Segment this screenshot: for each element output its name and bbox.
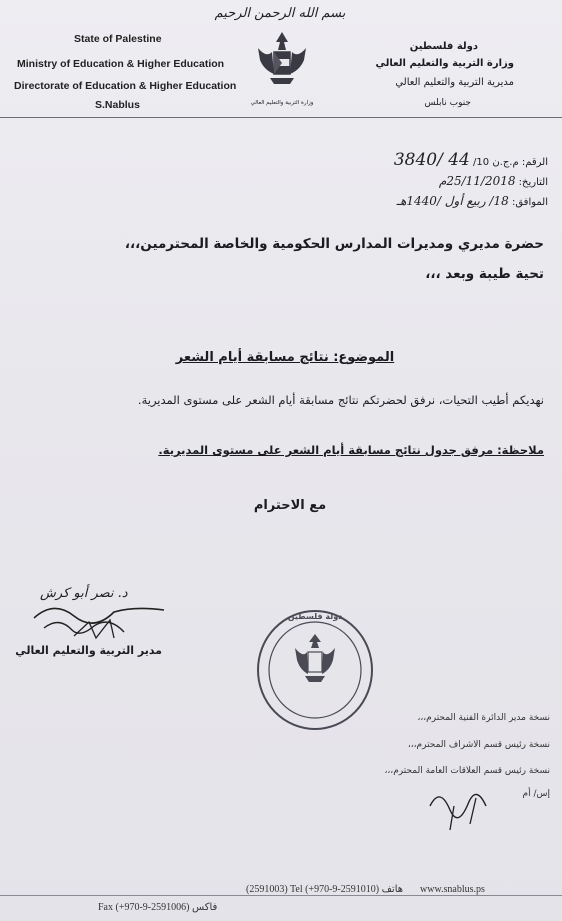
letterhead-ar-district: جنوب نابلس: [424, 98, 471, 108]
subject-line: الموضوع: نتائج مسابقة أيام الشعر: [175, 350, 395, 365]
footer-website: www.snablus.ps: [420, 884, 485, 895]
letterhead-en-ministry: Ministry of Education & Higher Education: [17, 58, 225, 70]
initials: إس/ أم: [522, 789, 550, 799]
footer-fax: Fax (+970-9-2591006) فاكس: [98, 902, 218, 913]
closing: مع الاحترام: [253, 498, 327, 513]
letterhead-ar-directorate: مديرية التربية والتعليم العالي: [395, 77, 514, 88]
addressee: حضرة مديري ومديرات المدارس الحكومية والخاصة المحترمين،،،: [124, 236, 544, 252]
reference-hijri: الموافق: 18/ ربيع أول /1440هـ: [396, 194, 548, 208]
letterhead-ar-ministry: وزارة التربية والتعليم العالي: [375, 58, 514, 69]
greeting: تحية طيبة وبعد ،،،: [425, 266, 544, 282]
letterhead-en-directorate: Directorate of Education & Higher Education: [14, 80, 237, 92]
basmala: بسم الله الرحمن الرحيم: [214, 6, 346, 21]
stamp-text: دولة فلسطين: [287, 612, 343, 621]
note-line: ملاحظة: مرفق جدول نتائج مسابقة أيام الشعر على مستوى المديرية.: [158, 443, 544, 457]
emblem-caption: وزارة التربية والتعليم العالي: [250, 100, 314, 106]
letterhead-en-district: S.Nablus: [95, 99, 140, 111]
copy-line-3: نسخة رئيس قسم العلاقات العامة المحترم،،،: [384, 766, 550, 776]
handwritten-signature: [14, 598, 174, 648]
letterhead-ar-country: دولة فلسطين: [409, 41, 478, 52]
body-paragraph: نهديكم أطيب التحيات، نرفق لحضرتكم نتائج مسابقة أيام الشعر على مستوى المديرية.: [137, 393, 544, 407]
letterhead-en-country: State of Palestine: [74, 33, 162, 45]
reference-number: الرقم: م.ج.ن 10/ 3840/ 44: [393, 150, 548, 170]
footer-tel: (2591003) Tel (+970-9-2591010) هاتف: [246, 884, 404, 895]
copy-line-2: نسخة رئيس قسم الاشراف المحترم،،،: [407, 740, 550, 750]
header-divider: [0, 117, 562, 118]
eagle-emblem-icon: [254, 28, 310, 98]
handwritten-initials: [420, 776, 500, 836]
footer-divider: [0, 895, 562, 896]
signature-name: د. نصر أبو كرش: [40, 586, 128, 601]
reference-date: التاريخ: 25/11/2018م: [438, 174, 548, 188]
copy-line-1: نسخة مدير الدائرة الفنية المحترم،،،: [417, 713, 550, 723]
signature-title: مدير التربية والتعليم العالي: [15, 644, 162, 657]
